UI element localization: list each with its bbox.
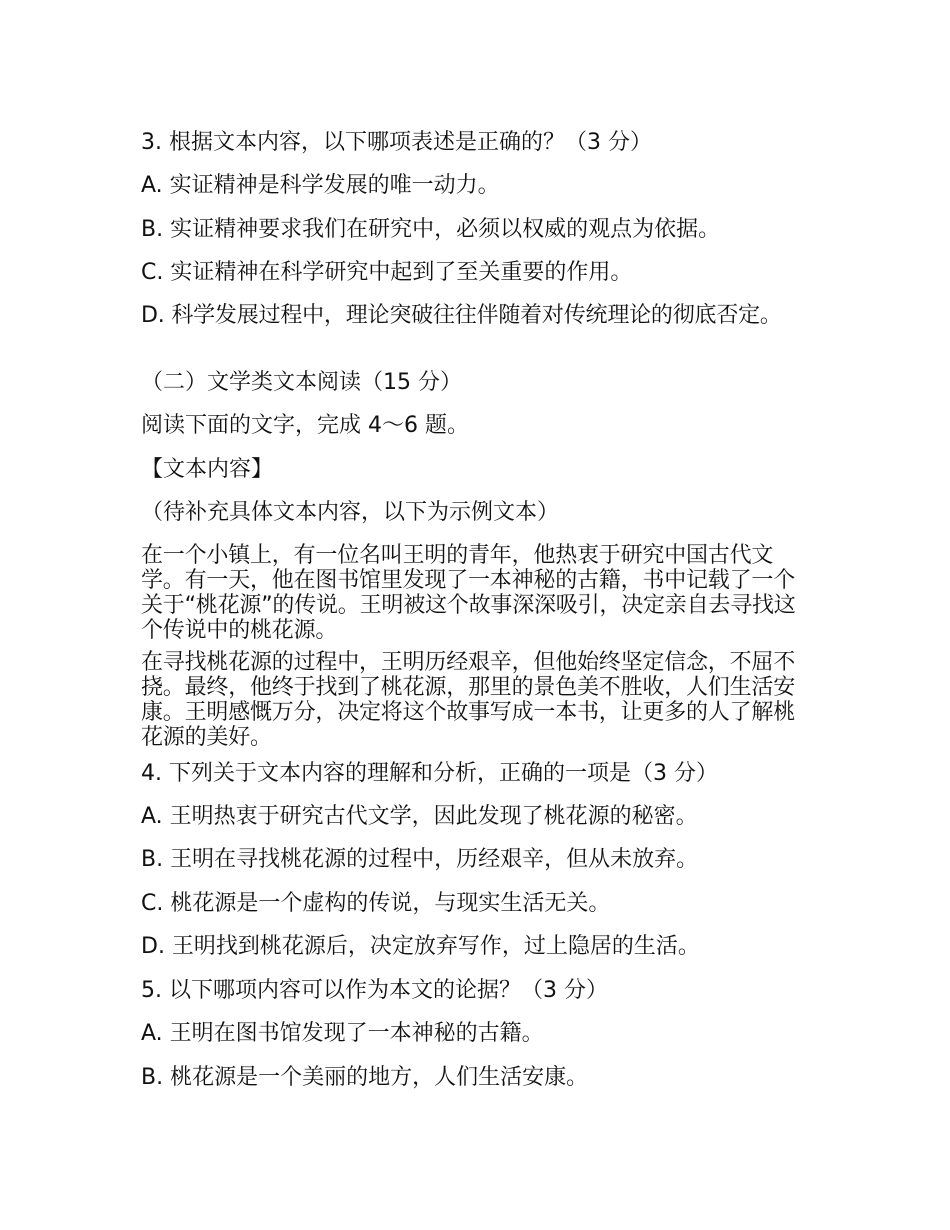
- question-5-option-a: A. 王明在图书馆发现了一本神秘的古籍。: [141, 1021, 544, 1046]
- question-4-option-b: B. 王明在寻找桃花源的过程中，历经艰辛，但从未放弃。: [141, 847, 699, 872]
- text-content-label: 【文本内容】: [141, 457, 274, 482]
- question-4-stem: 4. 下列关于文本内容的理解和分析，正确的一项是（3 分）: [141, 761, 718, 786]
- question-3-stem: 3. 根据文本内容，以下哪项表述是正确的？（3 分）: [141, 130, 652, 155]
- question-3-option-c: C. 实证精神在科学研究中起到了至关重要的作用。: [141, 260, 633, 285]
- question-5-option-b: B. 桃花源是一个美丽的地方，人们生活安康。: [141, 1065, 589, 1090]
- question-4-option-a: A. 王明热衷于研究古代文学，因此发现了桃花源的秘密。: [141, 804, 698, 829]
- question-3-option-d: D. 科学发展过程中，理论突破往往伴随着对传统理论的彻底否定。: [141, 303, 782, 328]
- text-content-note: （待补充具体文本内容，以下为示例文本）: [141, 500, 560, 525]
- section-instruction: 阅读下面的文字，完成 4～6 题。: [141, 413, 469, 438]
- passage-paragraph-2: 在寻找桃花源的过程中，王明历经艰辛，但他始终坚定信念，不屈不挠。最终，他终于找到了桃花源，那里的景色美不胜收，人们生活安康。王明感慨万分，决定将这个故事写成一本书，让更多的人了解桃花源的美好。: [141, 650, 796, 750]
- question-5-stem: 5. 以下哪项内容可以作为本文的论据？（3 分）: [141, 978, 608, 1003]
- question-3-option-b: B. 实证精神要求我们在研究中，必须以权威的观点为依据。: [141, 217, 721, 242]
- question-4-option-d: D. 王明找到桃花源后，决定放弃写作，过上隐居的生活。: [141, 934, 700, 959]
- question-4-option-c: C. 桃花源是一个虚构的传说，与现实生活无关。: [141, 891, 611, 916]
- section-heading: （二）文学类文本阅读（15 分）: [141, 370, 462, 395]
- passage-paragraph-1: 在一个小镇上，有一位名叫王明的青年，他热衷于研究中国古代文学。有一天，他在图书馆里发现了一本神秘的古籍，书中记载了一个关于“桃花源”的传说。王明被这个故事深深吸引，决定亲自去寻找这个传说中的桃花源。: [141, 543, 796, 643]
- question-3-option-a: A. 实证精神是科学发展的唯一动力。: [141, 173, 500, 198]
